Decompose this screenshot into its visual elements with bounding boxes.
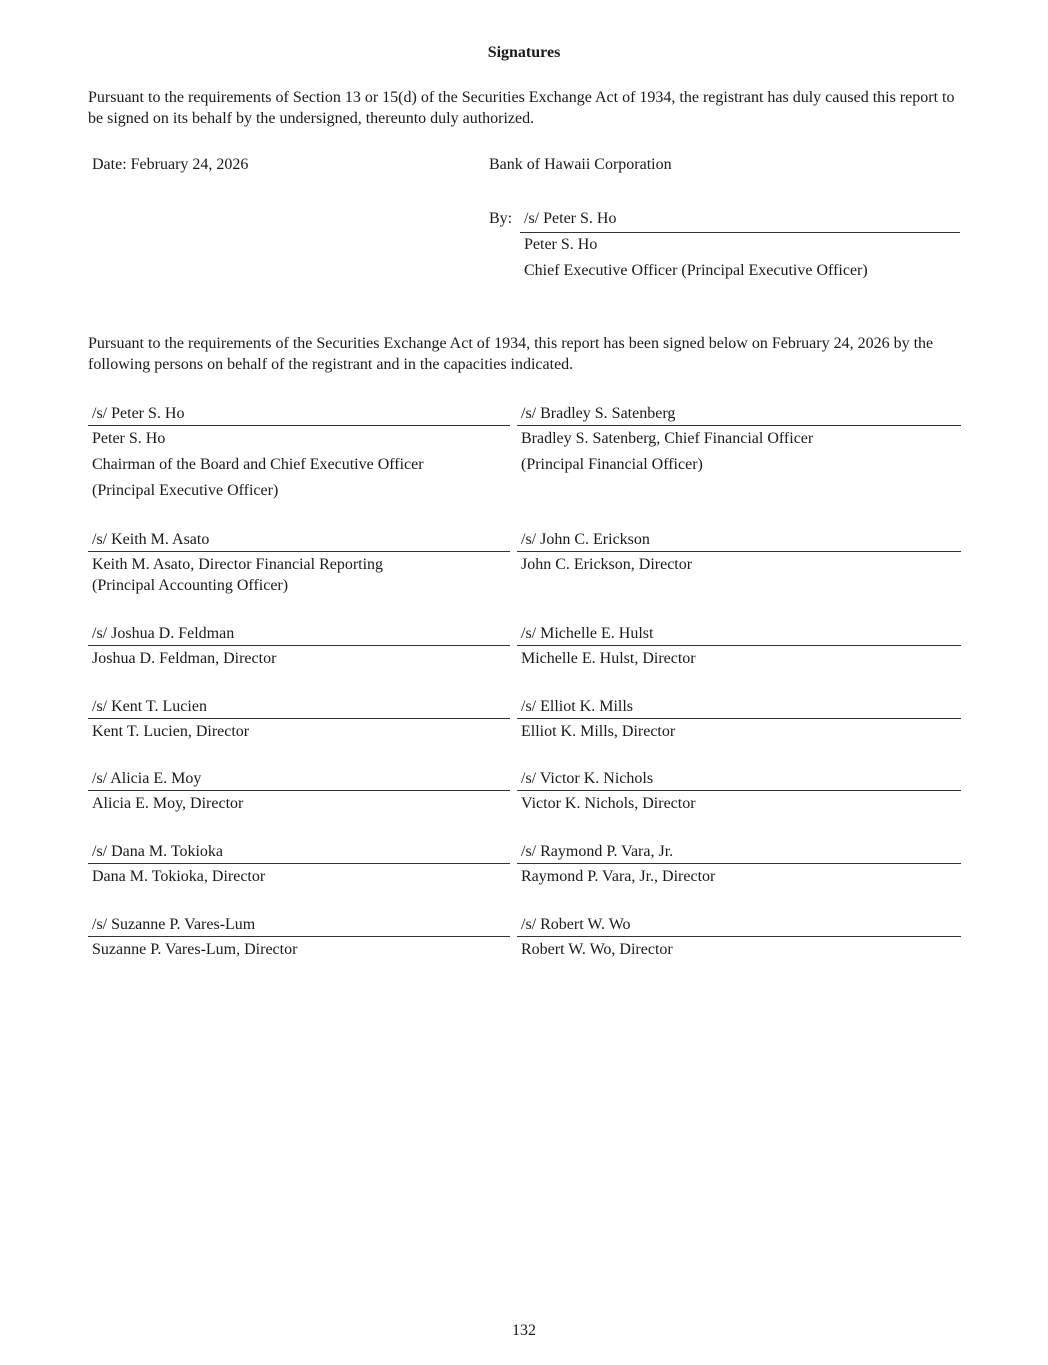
signer-name-title: Joshua D. Feldman, Director [92, 650, 277, 667]
signature-line: /s/ Peter S. Ho [88, 403, 510, 426]
signer-block [88, 768, 510, 817]
signer-name-title: Keith M. Asato, Director Financial Reporting [92, 556, 384, 573]
by-signer-name: Peter S. Ho [524, 236, 598, 253]
signer-name-title: Bradley S. Satenberg, Chief Financial Officer [521, 430, 814, 447]
signer-name-title: Robert W. Wo, Director [521, 941, 673, 958]
signature-line: /s/ John C. Erickson [517, 529, 961, 552]
signature-line: /s/ Alicia E. Moy [88, 768, 510, 791]
signature-line: /s/ Joshua D. Feldman [88, 623, 510, 646]
by-signature-line: /s/ Peter S. Ho [520, 210, 960, 233]
signature-line: /s/ Victor K. Nichols [517, 768, 961, 791]
signer-name-title: Kent T. Lucien, Director [92, 723, 250, 740]
signature-line: /s/ Robert W. Wo [517, 914, 961, 937]
signature-line: /s/ Suzanne P. Vares-Lum [88, 914, 510, 937]
signer-block [88, 841, 510, 890]
signer-name-title: Alicia E. Moy, Director [92, 795, 244, 812]
signer-capacity: (Principal Financial Officer) [521, 456, 703, 473]
signer-block [517, 403, 961, 478]
signer-block [517, 529, 961, 575]
signer-name-title: Raymond P. Vara, Jr., Director [521, 868, 716, 885]
signer-capacity: (Principal Accounting Officer) [92, 577, 289, 594]
signer-name-title: Dana M. Tokioka, Director [92, 868, 266, 885]
signer-name-title: Suzanne P. Vares-Lum, Director [92, 941, 298, 958]
by-signer-title: Chief Executive Officer (Principal Executive Officer) [524, 262, 868, 279]
by-label: By: [489, 210, 513, 227]
signer-block [517, 696, 961, 745]
signature-line: /s/ Bradley S. Satenberg [517, 403, 961, 426]
signature-line: /s/ Dana M. Tokioka [88, 841, 510, 864]
date-line: Date: February 24, 2026 [92, 156, 249, 173]
signer-block [88, 529, 510, 596]
signer-block [88, 403, 510, 504]
signature-line: /s/ Keith M. Asato [88, 529, 510, 552]
page-title: Signatures [487, 44, 561, 61]
company-name: Bank of Hawaii Corporation [489, 156, 672, 173]
signer-block [88, 623, 510, 672]
authorization-paragraph: Pursuant to the requirements of Section 13 or 15(d) of the Securities Exchange Act of 1934, the registrant has duly caused this report to be signed on its behalf by the undersigned, thereunto duly authorized. [88, 89, 955, 127]
signer-block [88, 914, 510, 963]
signer-name-title: Elliot K. Mills, Director [521, 723, 676, 740]
signer-block [517, 841, 961, 890]
signer-name-title: Victor K. Nichols, Director [521, 795, 696, 812]
signer-name-title: Peter S. Ho [92, 430, 166, 447]
signer-capacity: (Principal Executive Officer) [92, 482, 279, 499]
signer-block [517, 914, 961, 963]
signature-line: /s/ Michelle E. Hulst [517, 623, 961, 646]
signer-block [88, 696, 510, 745]
signature-line: /s/ Raymond P. Vara, Jr. [517, 841, 961, 864]
signature-line: /s/ Elliot K. Mills [517, 696, 961, 719]
signer-name-title: John C. Erickson, Director [521, 556, 693, 573]
capacities-paragraph: Pursuant to the requirements of the Securities Exchange Act of 1934, this report has been signed below on February 24, 2026 by the following persons on behalf of the registrant and in the capacities indicated. [88, 335, 934, 373]
signer-name-title: Michelle E. Hulst, Director [521, 650, 696, 667]
signer-capacity: Chairman of the Board and Chief Executive Officer [92, 456, 424, 473]
signer-block [517, 768, 961, 817]
signer-block [517, 623, 961, 672]
signature-line: /s/ Kent T. Lucien [88, 696, 510, 719]
page-number: 132 [512, 1322, 536, 1339]
